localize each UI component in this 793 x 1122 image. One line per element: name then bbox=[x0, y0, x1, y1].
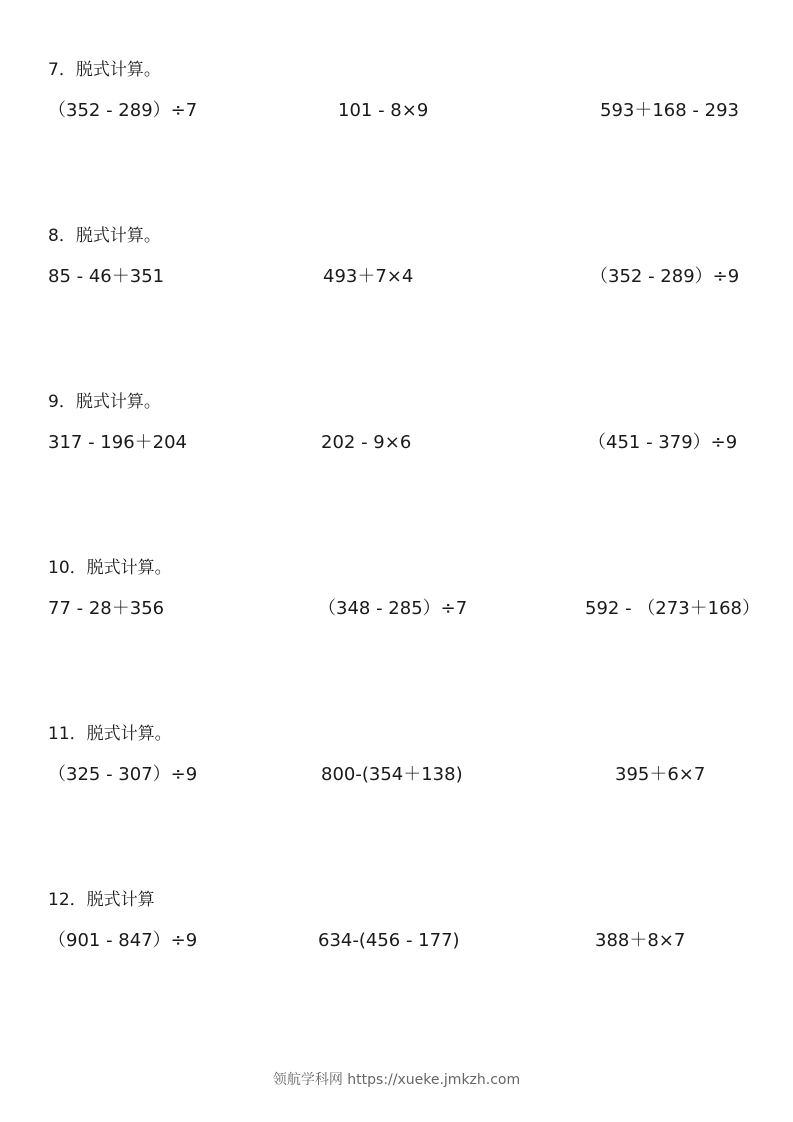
problem-7 bbox=[0, 59, 793, 199]
problem-title: 8．脱式计算。 bbox=[48, 226, 161, 246]
problem-title: 7．脱式计算。 bbox=[48, 60, 161, 80]
expression: 77 - 28＋356 bbox=[48, 598, 165, 619]
problem-9 bbox=[0, 391, 793, 531]
expression: （325 - 307）÷9 bbox=[48, 764, 198, 785]
problem-12 bbox=[0, 889, 793, 1029]
expression: （348 - 285）÷7 bbox=[318, 598, 468, 619]
expression: 202 - 9×6 bbox=[321, 432, 412, 453]
problem-10 bbox=[0, 557, 793, 697]
expression: 634-(456 - 177) bbox=[318, 930, 460, 951]
problem-title: 10．脱式计算。 bbox=[48, 558, 172, 578]
problem-title: 12．脱式计算 bbox=[48, 890, 155, 910]
problem-11 bbox=[0, 723, 793, 863]
problem-title: 11．脱式计算。 bbox=[48, 724, 172, 744]
problem-title: 9．脱式计算。 bbox=[48, 392, 161, 412]
footer-watermark: 领航学科网 https://xueke.jmkzh.com bbox=[272, 1072, 521, 1088]
expression: 592 - （273＋168） bbox=[585, 598, 761, 619]
expression: （352 - 289）÷9 bbox=[590, 266, 740, 287]
problem-8 bbox=[0, 225, 793, 365]
expression: （451 - 379）÷9 bbox=[588, 432, 738, 453]
expression: 800-(354＋138) bbox=[321, 764, 463, 785]
expression: 493＋7×4 bbox=[323, 266, 414, 287]
expression: 593＋168 - 293 bbox=[600, 100, 740, 121]
expression: 101 - 8×9 bbox=[338, 100, 429, 121]
expression: 317 - 196＋204 bbox=[48, 432, 188, 453]
expression: （352 - 289）÷7 bbox=[48, 100, 198, 121]
expression: 388＋8×7 bbox=[595, 930, 686, 951]
expression: 395＋6×7 bbox=[615, 764, 706, 785]
expression: 85 - 46＋351 bbox=[48, 266, 165, 287]
expression: （901 - 847）÷9 bbox=[48, 930, 198, 951]
